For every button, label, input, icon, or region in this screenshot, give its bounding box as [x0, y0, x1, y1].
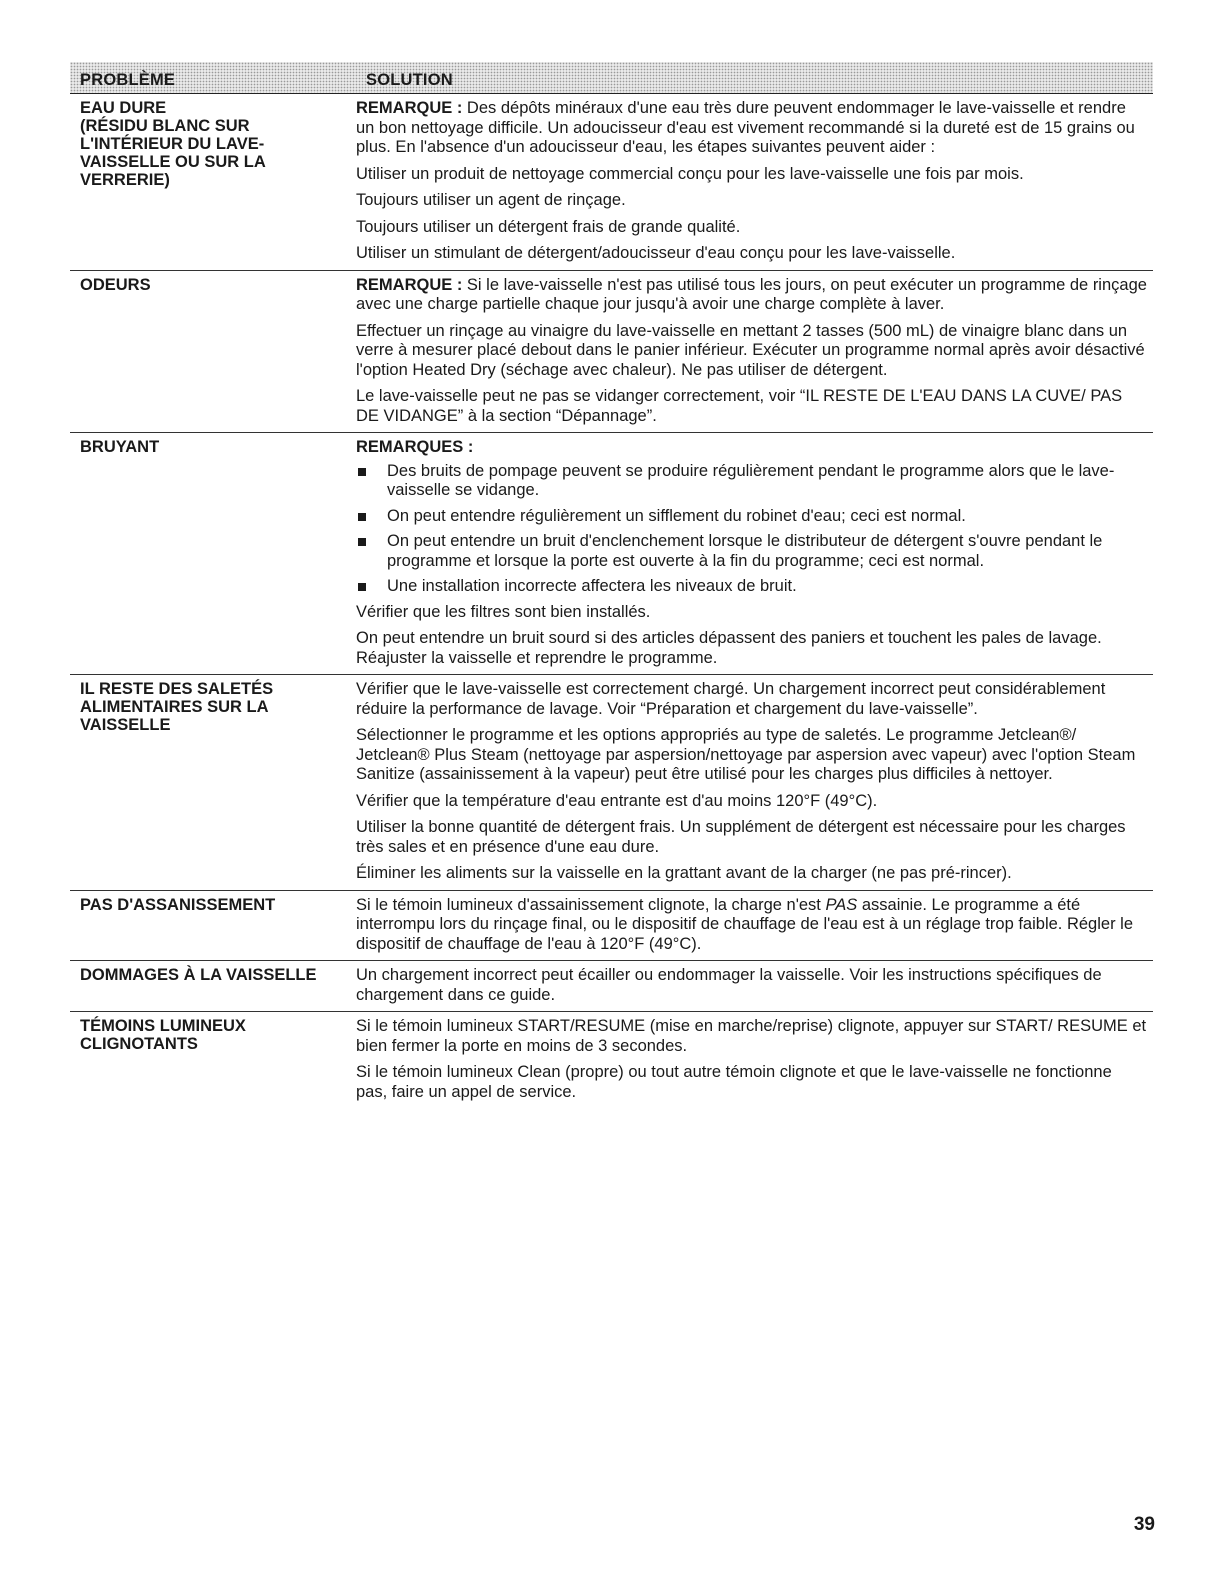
note-text: Des dépôts minéraux d'une eau très dure peuvent endommager le lave-vaisselle et rendre un bon nettoyage difficile. Un adoucisseur d'eau est vivement recommandé si la dureté est de 15 grains ou plus. En l'absence d'un adoucisseur d'eau, les étapes suivantes peuvent aider : — [356, 99, 1135, 156]
solution-paragraph: Si le témoin lumineux START/RESUME (mise en marche/reprise) clignote, appuyer sur START/ RESUME et bien fermer la porte en moins de 3 secondes. — [356, 1017, 1147, 1055]
solution-cell — [346, 276, 1153, 427]
solution-paragraph: Utiliser un stimulant de détergent/adoucisseur d'eau conçu pour les lave-vaisselle. — [356, 244, 956, 262]
table-row — [70, 891, 1153, 962]
table-header — [70, 62, 1153, 94]
solution-cell — [346, 966, 1153, 1005]
problem-cell: ODEURS — [80, 275, 151, 294]
table-row — [70, 433, 1153, 675]
solution-paragraph: Vérifier que les filtres sont bien installés. — [356, 602, 651, 621]
problem-cell: EAU DURE (RÉSIDU BLANC SUR L'INTÉRIEUR DU LAVE-VAISSELLE OU SUR LA VERRERIE) — [80, 99, 266, 189]
bullet-list — [356, 462, 1147, 597]
solution-paragraph: Vérifier que le lave-vaisselle est correctement chargé. Un chargement incorrect peut considérablement réduire la performance de lavage. Voir “Préparation et chargement du lave-vaisselle”. — [356, 680, 1106, 718]
solution-cell — [346, 438, 1153, 668]
solution-paragraph: Sélectionner le programme et les options appropriés au type de saletés. Le programme Jetclean®/ Jetclean® Plus Steam (nettoyage par aspersion/nettoyage par aspersion avec vapeur) avec l'option Steam Sanitize (assainissement à la vapeur) peut être utilisé pour les charges plus difficiles à nettoyer. — [356, 726, 1136, 783]
solution-paragraph: Éliminer les aliments sur la vaisselle en la grattant avant de la charger (ne pas pré-rincer). — [356, 864, 1012, 882]
solution-cell — [346, 680, 1153, 884]
note-label: REMARQUE : — [356, 275, 463, 294]
note-label: REMARQUE : — [356, 99, 463, 117]
table-row — [70, 675, 1153, 891]
page-number: 39 — [1133, 1514, 1155, 1535]
table-row — [70, 94, 1153, 271]
solution-column-header: SOLUTION — [366, 71, 453, 89]
table-row — [70, 1012, 1153, 1108]
solution-paragraph: Toujours utiliser un détergent frais de grande qualité. — [356, 217, 741, 236]
solution-paragraph: Effectuer un rinçage au vinaigre du lave-vaisselle en mettant 2 tasses (500 mL) de vinaigre blanc dans un verre à mesurer placé debout dans le panier inférieur. Exécuter un programme normal après avoir désactivé l'option Heated Dry (séchage avec chaleur). Ne pas utiliser de détergent. — [356, 321, 1145, 379]
list-item: On peut entendre régulièrement un sifflement du robinet d'eau; ceci est normal. — [356, 507, 1147, 527]
sanitize-text-end: assainie. Le programme a été interrompu lors du rinçage final, ou le dispositif de chauffage de l'eau est à un réglage trop faible. Régler le dispositif de chauffage de l'eau à 120°F (49°C). — [356, 895, 1133, 953]
problem-cell: IL RESTE DES SALETÉS ALIMENTAIRES SUR LA VAISSELLE — [80, 680, 274, 734]
solution-paragraph — [356, 896, 1147, 955]
solution-paragraph: Le lave-vaisselle peut ne pas se vidanger correctement, voir “IL RESTE DE L'EAU DANS LA CUVE/ PAS DE VIDANGE” à la section “Dépannage”. — [356, 387, 1123, 425]
solution-cell — [346, 896, 1153, 955]
troubleshooting-table — [70, 62, 1153, 1108]
solution-paragraph: Un chargement incorrect peut écailler ou endommager la vaisselle. Voir les instructions spécifiques de chargement dans ce guide. — [356, 966, 1102, 1004]
solution-paragraph: Vérifier que la température d'eau entrante est d'au moins 120°F (49°C). — [356, 791, 878, 810]
list-item: Une installation incorrecte affectera les niveaux de bruit. — [356, 577, 1147, 597]
note-paragraph — [356, 276, 1147, 315]
table-row — [70, 271, 1153, 434]
note-label: REMARQUES : — [356, 438, 474, 456]
note-paragraph — [356, 99, 1147, 158]
solution-cell — [346, 1017, 1153, 1102]
list-item: On peut entendre un bruit d'enclenchement lorsque le distributeur de détergent s'ouvre pendant le programme et lorsque la porte est ouverte à la fin du programme; ceci est normal. — [356, 532, 1147, 571]
problem-cell: DOMMAGES À LA VAISSELLE — [80, 966, 317, 984]
solution-paragraph: On peut entendre un bruit sourd si des articles dépassent des paniers et touchent les pales de lavage. Réajuster la vaisselle et reprendre le programme. — [356, 629, 1102, 667]
solution-paragraph: Si le témoin lumineux Clean (propre) ou tout autre témoin clignote et que le lave-vaisselle ne fonctionne pas, faire un appel de service. — [356, 1063, 1112, 1101]
sanitize-text-start: Si le témoin lumineux d'assainissement clignote, la charge n'est — [356, 895, 826, 914]
problem-cell: PAS D'ASSANISSEMENT — [80, 895, 276, 914]
list-item: Des bruits de pompage peuvent se produire régulièrement pendant le programme alors que le lave-vaisselle se vidange. — [356, 462, 1147, 501]
solution-paragraph: Utiliser la bonne quantité de détergent frais. Un supplément de détergent est nécessaire pour les charges très sales et en présence d'une eau dure. — [356, 818, 1126, 856]
solution-paragraph: Toujours utiliser un agent de rinçage. — [356, 191, 626, 209]
problem-cell: TÉMOINS LUMINEUX CLIGNOTANTS — [80, 1017, 246, 1053]
solution-paragraph: Utiliser un produit de nettoyage commercial conçu pour les lave-vaisselle une fois par mois. — [356, 164, 1024, 183]
table-row — [70, 961, 1153, 1012]
problem-cell: BRUYANT — [80, 438, 160, 456]
sanitize-emphasis: PAS — [825, 895, 858, 914]
problem-column-header: PROBLÈME — [80, 71, 176, 89]
note-text: Si le lave-vaisselle n'est pas utilisé tous les jours, on peut exécuter un programme de rinçage avec une charge partielle chaque jour jusqu'à avoir une charge complète à laver. — [356, 275, 1147, 313]
solution-cell — [346, 99, 1153, 264]
